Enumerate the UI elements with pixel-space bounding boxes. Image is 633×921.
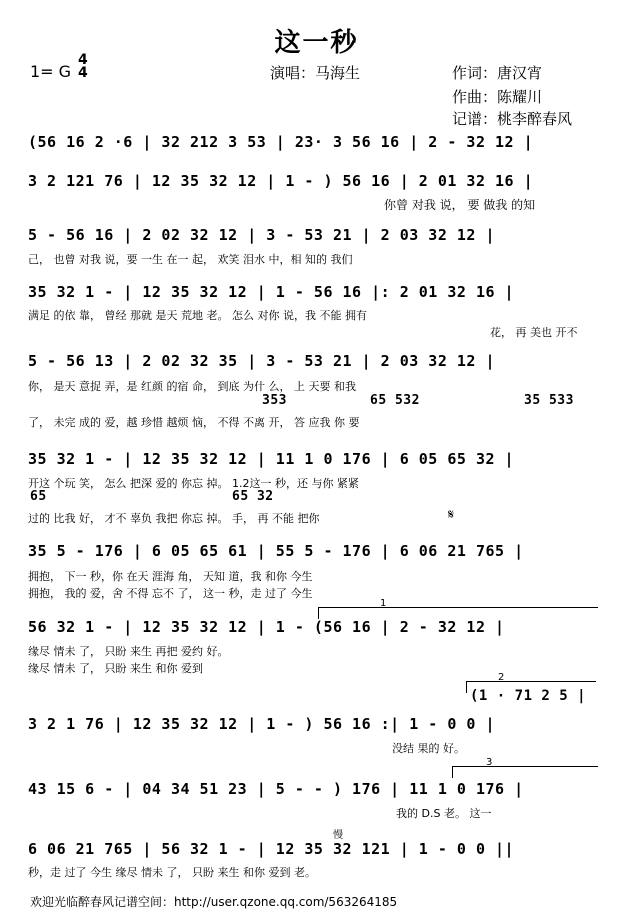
lyric-row-7b: 拥抱， 我的 爱，舍 不得 忘不 了， 这一 秒，走 过了 今生 — [28, 587, 313, 600]
lyric-row-4a: 满足 的依 靠， 曾经 那就 是天 荒地 老。 怎么 对你 说，我 不能 拥有 — [28, 309, 367, 322]
lyric-row-5a: 你， 是天 意捉 弄，是 红颜 的宿 命， 到底 为什 么， 上 天要 和我 — [28, 380, 356, 393]
lyric-row-8a: 缘尽 情未 了， 只盼 来生 再把 爱约 好。 — [28, 645, 229, 658]
time-signature — [78, 54, 88, 80]
alt-notes-5c: 35 533 — [524, 393, 574, 408]
alt-notes-6a: 65 — [30, 489, 47, 504]
alt-notes-6b: 65 32 — [232, 489, 274, 504]
composer: 作曲：陈耀川 — [452, 88, 543, 106]
lyric-row-7a: 拥抱， 下一 秒，你 在天 涯海 角， 天知 道，我 和你 今生 — [28, 570, 313, 583]
notator: 记谱：桃李醉春风 — [452, 110, 573, 128]
volta-3-edge — [452, 766, 453, 778]
volta-1-number: 1 — [380, 598, 387, 609]
score-row-1: (56 16 2 ·6 | 32 212 3 53 | 23· 3 56 16 | 2 - 32 12 | — [28, 133, 534, 151]
key-signature: 1= G — [30, 62, 72, 81]
volta-3-line — [452, 766, 598, 767]
volta-1-line — [318, 607, 598, 608]
volta-2-edge — [466, 681, 467, 693]
score-row-10: 43 15 6 - | 04 34 51 23 | 5 - - ) 176 | 11 1 0 176 | — [28, 780, 524, 798]
score-row-3: 5 - 56 16 | 2 02 32 12 | 3 - 53 21 | 2 03 32 12 | — [28, 226, 496, 244]
lyric-row-3: 己， 也曾 对我 说，要 一生 在一 起， 欢笑 泪水 中，相 知的 我们 — [28, 253, 353, 266]
time-sig-top: 4 — [78, 52, 88, 68]
singer: 演唱：马海生 — [270, 64, 361, 82]
segno-mark: 𝄋 — [448, 507, 455, 523]
score-row-11: 6 06 21 765 | 56 32 1 - | 12 35 32 121 | 1 - 0 0 || — [28, 840, 515, 858]
lyric-row-6b: 过的 比我 好， 才不 辜负 我把 你忘 掉。 手， 再 不能 把你 — [28, 512, 320, 525]
score-row-4: 35 32 1 - | 12 35 32 12 | 1 - 56 16 |: 2 01 32 16 | — [28, 283, 515, 301]
lyric-row-8b: 缘尽 情未 了， 只盼 来生 和你 爱到 — [28, 662, 203, 675]
lyric-row-11: 秒，走 过了 今生 缘尽 情未 了， 只盼 来生 和你 爱到 老。 — [28, 866, 316, 879]
score-row-2: 3 2 121 76 | 12 35 32 12 | 1 - ) 56 16 | 2 01 32 16 | — [28, 172, 534, 190]
volta-2-line — [466, 681, 596, 682]
lyric-row-10: 我的 D.S 老。 这一 — [396, 807, 492, 820]
lyricist: 作词：唐汉宵 — [452, 64, 543, 82]
alt-notes-5b: 65 532 — [370, 393, 420, 408]
lyric-row-2: 你曾 对我 说， 要 做我 的知 — [384, 198, 536, 212]
score-row-7: 35 5 - 176 | 6 05 65 61 | 55 5 - 176 | 6 06 21 765 | — [28, 542, 524, 560]
volta-3-number: 3 — [486, 757, 493, 768]
lyric-row-6a: 开这 个玩 笑， 怎么 把深 爱的 你忘 掉。 1.2这一 秒，还 与你 紧紧 — [28, 477, 359, 490]
volta-2-notes: (1 · 71 2 5 | — [470, 688, 587, 704]
score-row-9: 3 2 1 76 | 12 35 32 12 | 1 - ) 56 16 :| 1 - 0 0 | — [28, 715, 496, 733]
score-row-8: 56 32 1 - | 12 35 32 12 | 1 - (56 16 | 2 - 32 12 | — [28, 618, 505, 636]
volta-2-number: 2 — [498, 672, 505, 683]
score-row-5: 5 - 56 13 | 2 02 32 35 | 3 - 53 21 | 2 03 32 12 | — [28, 352, 496, 370]
lyric-row-9: 没结 果的 好。 — [392, 742, 465, 755]
time-sig-bottom: 4 — [78, 65, 88, 81]
lyric-row-5b: 了， 未完 成的 爱，越 珍惜 越烦 恼， 不得 不离 开， 答 应我 你 要 — [28, 416, 360, 429]
footer-credit: 欢迎光临醉春风记谱空间：http://user.qzone.qq.com/563264185 — [30, 895, 398, 909]
alt-notes-5a: 353 — [262, 393, 287, 408]
tempo-slow-mark: 慢 — [333, 830, 343, 841]
song-title: 这一秒 — [274, 28, 359, 58]
lyric-row-4b: 花， 再 美也 开不 — [490, 326, 578, 339]
score-row-6: 35 32 1 - | 12 35 32 12 | 11 1 0 176 | 6 05 65 32 | — [28, 450, 515, 468]
